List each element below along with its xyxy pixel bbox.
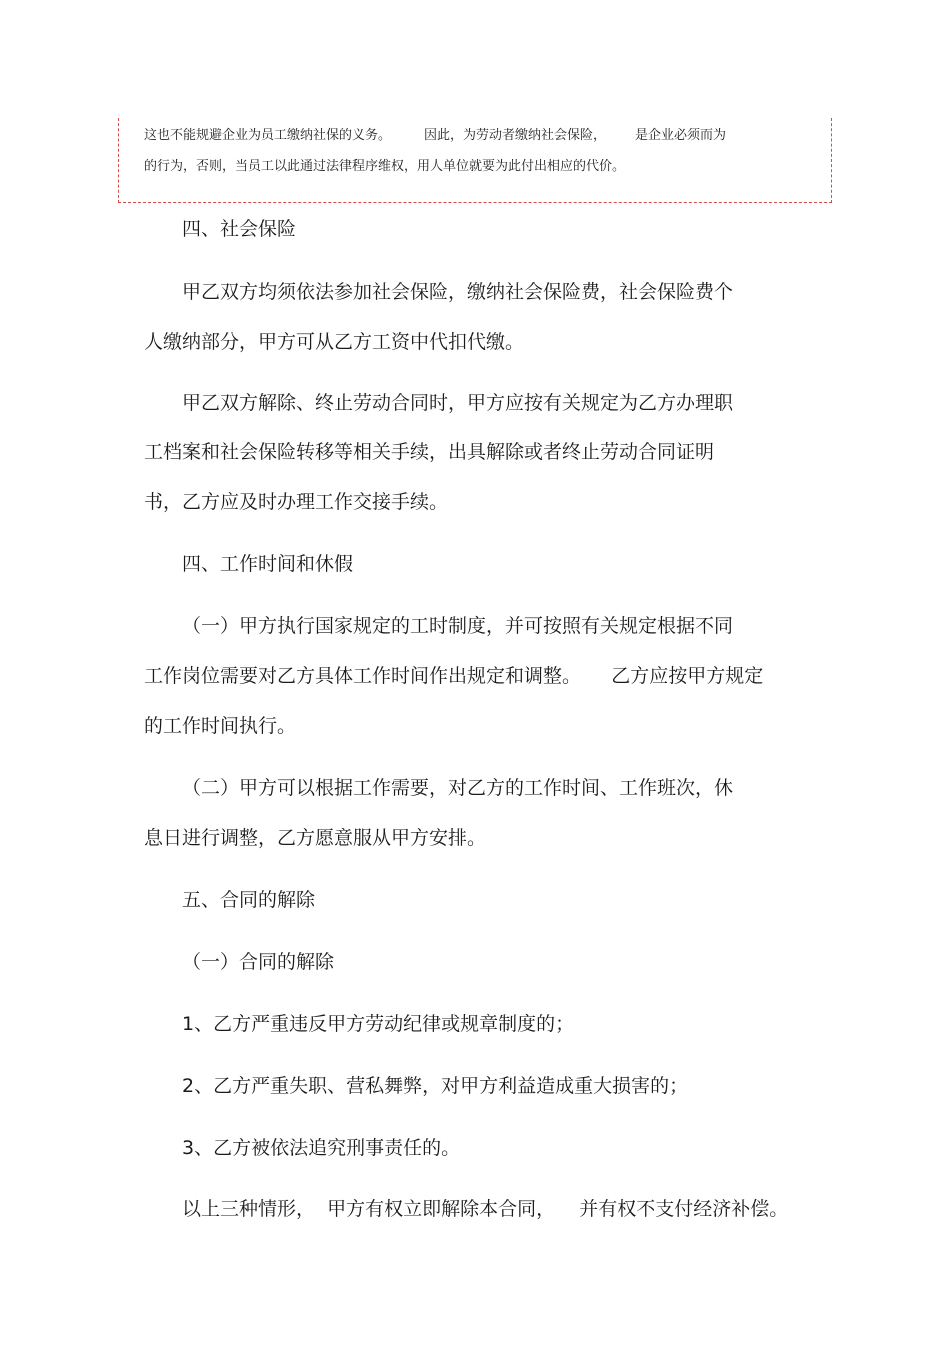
note-text-line: 这也不能规避企业为员工缴纳社保的义务。 因此，为劳动者缴纳社会保险， 是企业必须而为 [144, 128, 726, 143]
paragraph-line: 以上三种情形， 甲方有权立即解除本合同， 并有权不支付经济补偿。 [182, 1198, 789, 1220]
list-item: 2、乙方严重失职、营私舞弊，对甲方利益造成重大损害的； [182, 1075, 689, 1097]
paragraph-line: 书，乙方应及时办理工作交接手续。 [144, 491, 449, 513]
list-item: 3、乙方被依法追究刑事责任的。 [182, 1137, 461, 1159]
paragraph-line: 工档案和社会保险转移等相关手续，出具解除或者终止劳动合同证明 [144, 441, 715, 463]
section-heading: 四、社会保险 [182, 218, 297, 240]
subsection-heading: （一）合同的解除 [182, 951, 335, 973]
paragraph-line: （一）甲方执行国家规定的工时制度，并可按照有关规定根据不同 [182, 615, 734, 637]
paragraph-line: （二）甲方可以根据工作需要，对乙方的工作时间、工作班次，休 [182, 777, 734, 799]
section-heading: 五、合同的解除 [182, 889, 316, 911]
paragraph-line: 的工作时间执行。 [144, 715, 297, 737]
paragraph-line: 工作岗位需要对乙方具体工作时间作出规定和调整。 乙方应按甲方规定 [144, 665, 764, 687]
paragraph-line: 人缴纳部分，甲方可从乙方工资中代扣代缴。 [144, 331, 525, 353]
note-text-line: 的行为，否则，当员工以此通过法律程序维权，用人单位就要为此付出相应的代价。 [144, 159, 626, 174]
paragraph-line: 甲乙双方均须依法参加社会保险，缴纳社会保险费，社会保险费个 [182, 281, 734, 303]
paragraph-line: 息日进行调整，乙方愿意服从甲方安排。 [144, 827, 487, 849]
section-heading: 四、工作时间和休假 [182, 553, 354, 575]
paragraph-line: 甲乙双方解除、终止劳动合同时，甲方应按有关规定为乙方办理职 [182, 392, 734, 414]
list-item: 1、乙方严重违反甲方劳动纪律或规章制度的； [182, 1013, 575, 1035]
